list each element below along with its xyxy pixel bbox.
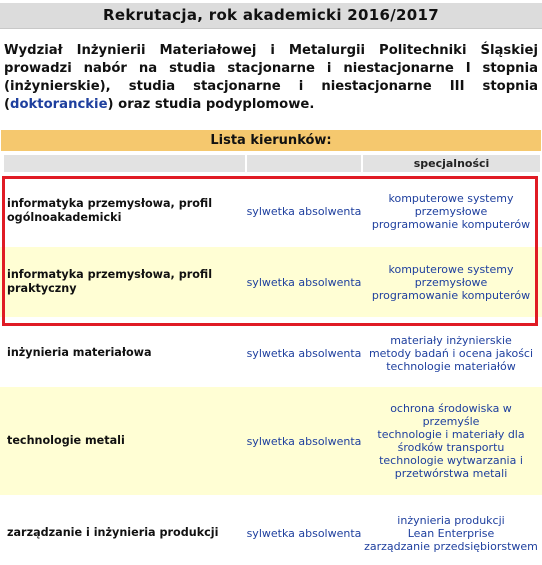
graduate-profile-link[interactable]: sylwetka absolwenta bbox=[246, 526, 362, 540]
specialization-link[interactable]: technologie wytwarzania i przetwórstwa metali bbox=[379, 454, 523, 480]
specialization-link[interactable]: technologie materiałów bbox=[386, 359, 516, 373]
specialization-link[interactable]: ochrona środowiska w przemyśle bbox=[390, 402, 512, 428]
field-name: informatyka przemysłowa, profil ogólnoakademicki bbox=[7, 197, 213, 224]
specialization-link[interactable]: programowanie komputerów bbox=[371, 288, 531, 302]
specialization-link[interactable]: inżynieria produkcji bbox=[397, 513, 505, 527]
specialization-link[interactable]: zarządzanie przedsiębiorstwem bbox=[364, 539, 538, 553]
graduate-profile-link[interactable]: sylwetka absolwenta bbox=[246, 275, 362, 289]
specialization-link[interactable]: metody badań i ocena jakości bbox=[368, 346, 534, 360]
specialization-link[interactable]: technologie i materiały dla środków transportu bbox=[377, 428, 525, 454]
table-row bbox=[0, 508, 542, 558]
specialization-link[interactable]: komputerowe systemy przemysłowe bbox=[388, 191, 514, 218]
specializations bbox=[363, 508, 539, 558]
column-header-name bbox=[4, 155, 245, 172]
graduate-profile-link[interactable]: sylwetka absolwenta bbox=[246, 434, 362, 448]
field-name: inżynieria materiałowa bbox=[7, 346, 152, 359]
specialization-link[interactable]: materiały inżynierskie bbox=[390, 333, 512, 347]
table-row bbox=[0, 330, 542, 376]
field-name: zarządzanie i inżynieria produkcji bbox=[7, 526, 219, 539]
specializations bbox=[363, 247, 539, 317]
field-name: informatyka przemysłowa, profil praktyczny bbox=[7, 268, 213, 295]
list-header: Lista kierunków: bbox=[1, 130, 541, 151]
table-row bbox=[0, 387, 542, 495]
specialization-link[interactable]: programowanie komputerów bbox=[371, 217, 531, 231]
doctoral-studies-link[interactable]: doktoranckie bbox=[10, 97, 108, 112]
graduate-profile-link[interactable]: sylwetka absolwenta bbox=[246, 204, 362, 218]
intro-text-after: ) oraz studia podyplomowe. bbox=[107, 97, 315, 112]
intro-text-before: Wydział Inżynierii Materiałowej i Metalurgii Politechniki Śląskiej prowadzi nabór na studia stacjonarne i niestacjonarne I stopnia (inżynierskie), studia stacjonarne i niestacjonarne III stopnia ( bbox=[4, 43, 538, 112]
column-header-specializations: specjalności bbox=[363, 155, 540, 172]
table-row bbox=[0, 247, 542, 317]
specializations bbox=[363, 178, 539, 244]
specialization-link[interactable]: Lean Enterprise bbox=[407, 526, 495, 540]
graduate-profile-link[interactable]: sylwetka absolwenta bbox=[246, 346, 362, 360]
table-row bbox=[0, 178, 542, 244]
specializations bbox=[363, 330, 539, 376]
column-header-profile bbox=[247, 155, 361, 172]
field-name: technologie metali bbox=[7, 434, 125, 447]
page-title: Rekrutacja, rok akademicki 2016/2017 bbox=[0, 3, 542, 29]
specialization-link[interactable]: komputerowe systemy przemysłowe bbox=[388, 262, 514, 289]
specializations bbox=[363, 387, 539, 495]
intro-paragraph bbox=[4, 42, 538, 114]
